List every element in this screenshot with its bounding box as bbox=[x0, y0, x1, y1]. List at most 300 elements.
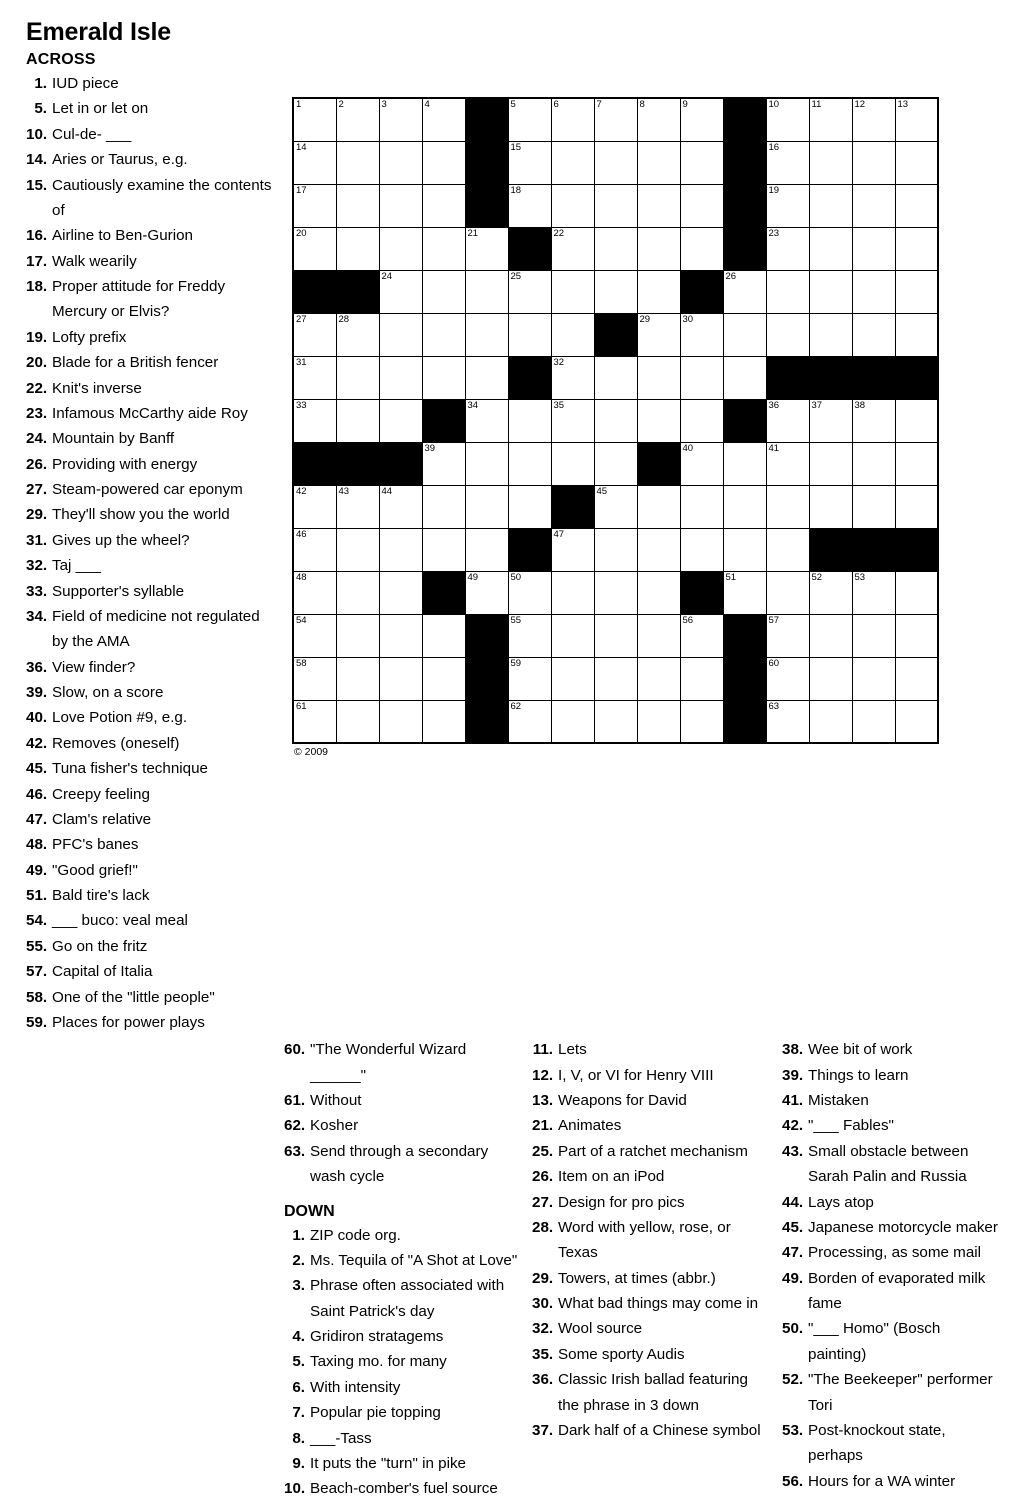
clue-item[interactable] bbox=[26, 705, 276, 730]
grid-cell[interactable] bbox=[809, 270, 852, 313]
grid-cell[interactable] bbox=[594, 270, 637, 313]
grid-cell[interactable] bbox=[852, 657, 895, 700]
clue-item[interactable] bbox=[26, 756, 276, 781]
grid-cell[interactable] bbox=[680, 614, 723, 657]
grid-cell[interactable] bbox=[379, 614, 422, 657]
clue-item[interactable] bbox=[532, 1063, 772, 1088]
grid-cell[interactable] bbox=[293, 571, 336, 614]
clue-text: Creepy feeling bbox=[52, 785, 150, 803]
grid-cell[interactable] bbox=[895, 313, 938, 356]
grid-cell[interactable] bbox=[422, 657, 465, 700]
clue-text: Providing with energy bbox=[52, 455, 198, 473]
grid-cell[interactable] bbox=[551, 356, 594, 399]
clue-item[interactable] bbox=[26, 71, 276, 96]
grid-cell[interactable] bbox=[637, 270, 680, 313]
clue-item[interactable] bbox=[782, 1367, 1002, 1418]
grid-cell[interactable] bbox=[508, 399, 551, 442]
clue-item[interactable] bbox=[26, 274, 276, 325]
grid-cell[interactable] bbox=[422, 184, 465, 227]
grid-cell[interactable] bbox=[422, 98, 465, 141]
grid-cell[interactable] bbox=[766, 657, 809, 700]
grid-cell[interactable] bbox=[422, 700, 465, 743]
grid-cell-number: 25 bbox=[510, 270, 522, 282]
clue-text: Slow, on a score bbox=[52, 684, 164, 701]
grid-cell[interactable] bbox=[637, 98, 680, 141]
grid-cell[interactable] bbox=[809, 614, 852, 657]
clue-item[interactable] bbox=[782, 1418, 1002, 1469]
grid-cell[interactable] bbox=[637, 614, 680, 657]
grid-cell[interactable] bbox=[637, 571, 680, 614]
across-clues-column-1 bbox=[26, 51, 284, 1035]
grid-cell[interactable] bbox=[293, 184, 336, 227]
clue-item[interactable] bbox=[26, 223, 276, 248]
grid-cell[interactable] bbox=[766, 528, 809, 571]
grid-cell[interactable] bbox=[379, 184, 422, 227]
grid-cell[interactable] bbox=[508, 98, 551, 141]
grid-cell[interactable] bbox=[766, 98, 809, 141]
grid-cell-number: 14 bbox=[296, 141, 307, 153]
clue-item[interactable] bbox=[284, 1139, 522, 1190]
grid-cell[interactable] bbox=[809, 657, 852, 700]
grid-cell[interactable] bbox=[336, 98, 379, 141]
clue-item[interactable] bbox=[782, 1240, 1002, 1265]
grid-cell[interactable] bbox=[723, 270, 766, 313]
clue-item[interactable] bbox=[284, 1349, 522, 1374]
grid-cell[interactable] bbox=[895, 98, 938, 141]
grid-cell[interactable] bbox=[336, 399, 379, 442]
grid-cell[interactable] bbox=[809, 227, 852, 270]
grid-cell[interactable] bbox=[809, 700, 852, 743]
grid-cell[interactable] bbox=[379, 141, 422, 184]
clue-item[interactable] bbox=[26, 883, 276, 908]
clue-number: 27. bbox=[532, 1193, 554, 1211]
clue-item[interactable] bbox=[26, 96, 276, 121]
grid-cell[interactable] bbox=[379, 700, 422, 743]
grid-cell[interactable] bbox=[852, 313, 895, 356]
grid-cell[interactable] bbox=[336, 141, 379, 184]
clue-item[interactable] bbox=[26, 832, 276, 857]
grid-cell[interactable] bbox=[852, 700, 895, 743]
grid-cell[interactable] bbox=[551, 571, 594, 614]
grid-cell[interactable] bbox=[551, 141, 594, 184]
grid-cell[interactable] bbox=[852, 399, 895, 442]
grid-cell[interactable] bbox=[895, 657, 938, 700]
grid-cell[interactable] bbox=[680, 485, 723, 528]
grid-cell[interactable] bbox=[551, 528, 594, 571]
grid-cell[interactable] bbox=[680, 657, 723, 700]
clue-item[interactable] bbox=[26, 908, 276, 933]
grid-cell[interactable] bbox=[680, 528, 723, 571]
grid-cell[interactable] bbox=[379, 571, 422, 614]
grid-cell[interactable] bbox=[336, 356, 379, 399]
clue-item[interactable] bbox=[26, 858, 276, 883]
grid-cell[interactable] bbox=[594, 657, 637, 700]
clue-item[interactable] bbox=[782, 1037, 1002, 1062]
grid-cell[interactable] bbox=[551, 227, 594, 270]
grid-cell[interactable] bbox=[637, 700, 680, 743]
clue-item[interactable] bbox=[532, 1291, 772, 1316]
clue-number: 62. bbox=[284, 1117, 306, 1135]
grid-cell[interactable] bbox=[465, 399, 508, 442]
grid-cell[interactable] bbox=[465, 442, 508, 485]
grid-cell[interactable] bbox=[379, 528, 422, 571]
grid-row bbox=[293, 313, 938, 356]
clue-item[interactable] bbox=[782, 1469, 1002, 1494]
grid-cell[interactable] bbox=[293, 485, 336, 528]
grid-cell[interactable] bbox=[293, 657, 336, 700]
grid-cell[interactable] bbox=[379, 270, 422, 313]
clue-item[interactable] bbox=[284, 1273, 522, 1324]
grid-cell[interactable] bbox=[551, 700, 594, 743]
clue-item[interactable] bbox=[26, 655, 276, 680]
clue-item[interactable] bbox=[782, 1190, 1002, 1215]
grid-cell[interactable] bbox=[809, 485, 852, 528]
grid-cell[interactable] bbox=[508, 184, 551, 227]
grid-cell[interactable] bbox=[723, 313, 766, 356]
clue-item[interactable] bbox=[26, 731, 276, 756]
grid-cell[interactable] bbox=[852, 141, 895, 184]
grid-cell[interactable] bbox=[594, 442, 637, 485]
clue-item[interactable] bbox=[26, 350, 276, 375]
clue-item[interactable] bbox=[284, 1451, 522, 1476]
clue-item[interactable] bbox=[284, 1400, 522, 1425]
grid-cell[interactable] bbox=[680, 700, 723, 743]
clue-item[interactable] bbox=[532, 1342, 772, 1367]
clue-item[interactable] bbox=[26, 680, 276, 705]
clue-item[interactable] bbox=[26, 147, 276, 172]
grid-cell[interactable] bbox=[508, 571, 551, 614]
grid-cell[interactable] bbox=[766, 227, 809, 270]
grid-cell[interactable] bbox=[809, 141, 852, 184]
grid-cell[interactable] bbox=[766, 485, 809, 528]
grid-cell[interactable] bbox=[336, 184, 379, 227]
clue-item[interactable] bbox=[782, 1316, 1002, 1367]
clue-item[interactable] bbox=[26, 249, 276, 274]
grid-cell[interactable] bbox=[379, 98, 422, 141]
grid-cell[interactable] bbox=[551, 313, 594, 356]
grid-cell-block bbox=[723, 399, 766, 442]
grid-cell[interactable] bbox=[422, 614, 465, 657]
clue-number: 33. bbox=[26, 582, 48, 600]
clue-item[interactable] bbox=[26, 579, 276, 604]
grid-cell[interactable] bbox=[895, 141, 938, 184]
grid-cell[interactable] bbox=[895, 399, 938, 442]
grid-cell[interactable] bbox=[336, 700, 379, 743]
grid-cell-number: 11 bbox=[811, 99, 822, 110]
grid-cell[interactable] bbox=[422, 227, 465, 270]
grid-cell[interactable] bbox=[852, 571, 895, 614]
clue-item[interactable] bbox=[284, 1037, 522, 1088]
clue-text: Weapons for David bbox=[558, 1092, 687, 1109]
grid-cell[interactable] bbox=[852, 227, 895, 270]
grid-cell[interactable] bbox=[723, 442, 766, 485]
grid-cell[interactable] bbox=[293, 356, 336, 399]
grid-cell[interactable] bbox=[422, 270, 465, 313]
clue-item[interactable] bbox=[532, 1266, 772, 1291]
grid-cell[interactable] bbox=[766, 399, 809, 442]
clue-item[interactable] bbox=[284, 1375, 522, 1400]
clue-number: 31. bbox=[26, 531, 48, 549]
clue-item[interactable] bbox=[26, 1010, 276, 1035]
grid-cell[interactable] bbox=[594, 227, 637, 270]
grid-cell[interactable] bbox=[594, 528, 637, 571]
grid-cell[interactable] bbox=[422, 356, 465, 399]
grid-cell[interactable] bbox=[379, 485, 422, 528]
grid-cell[interactable] bbox=[766, 270, 809, 313]
crossword-grid[interactable] bbox=[292, 97, 939, 744]
grid-cell[interactable] bbox=[379, 356, 422, 399]
grid-cell[interactable] bbox=[508, 700, 551, 743]
grid-cell[interactable] bbox=[594, 141, 637, 184]
grid-cell[interactable] bbox=[422, 313, 465, 356]
grid-cell[interactable] bbox=[551, 399, 594, 442]
grid-cell[interactable] bbox=[551, 184, 594, 227]
clue-item[interactable] bbox=[26, 401, 276, 426]
grid-cell[interactable] bbox=[336, 571, 379, 614]
grid-cell[interactable] bbox=[594, 399, 637, 442]
grid-cell[interactable] bbox=[809, 571, 852, 614]
clue-item[interactable] bbox=[532, 1367, 772, 1418]
clue-item[interactable] bbox=[284, 1426, 522, 1451]
grid-cell[interactable] bbox=[336, 227, 379, 270]
grid-cell[interactable] bbox=[895, 184, 938, 227]
clue-item[interactable] bbox=[26, 528, 276, 553]
clue-item[interactable] bbox=[26, 959, 276, 984]
grid-cell-block bbox=[508, 528, 551, 571]
grid-cell[interactable] bbox=[336, 657, 379, 700]
grid-cell[interactable] bbox=[379, 313, 422, 356]
grid-cell[interactable] bbox=[465, 571, 508, 614]
grid-cell[interactable] bbox=[422, 141, 465, 184]
grid-cell[interactable] bbox=[680, 442, 723, 485]
clue-item[interactable] bbox=[782, 1266, 1002, 1317]
clue-number: 17. bbox=[26, 252, 48, 270]
grid-row bbox=[293, 356, 938, 399]
grid-cell[interactable] bbox=[293, 98, 336, 141]
grid-cell[interactable] bbox=[637, 657, 680, 700]
clue-item[interactable] bbox=[26, 807, 276, 832]
clue-item[interactable] bbox=[26, 934, 276, 959]
grid-cell[interactable] bbox=[852, 270, 895, 313]
grid-cell[interactable] bbox=[637, 184, 680, 227]
grid-cell[interactable] bbox=[680, 184, 723, 227]
grid-cell[interactable] bbox=[293, 313, 336, 356]
grid-cell-block bbox=[809, 528, 852, 571]
clue-item[interactable] bbox=[26, 325, 276, 350]
grid-cell[interactable] bbox=[594, 614, 637, 657]
grid-cell[interactable] bbox=[379, 657, 422, 700]
grid-cell[interactable] bbox=[594, 356, 637, 399]
grid-cell[interactable] bbox=[809, 313, 852, 356]
grid-cell[interactable] bbox=[809, 98, 852, 141]
grid-cell[interactable] bbox=[895, 227, 938, 270]
grid-cell[interactable] bbox=[594, 700, 637, 743]
grid-cell[interactable] bbox=[680, 399, 723, 442]
grid-cell[interactable] bbox=[508, 657, 551, 700]
grid-cell[interactable] bbox=[465, 270, 508, 313]
clue-item[interactable] bbox=[532, 1037, 772, 1062]
clue-item[interactable] bbox=[782, 1063, 1002, 1088]
grid-cell[interactable] bbox=[551, 442, 594, 485]
clue-item[interactable] bbox=[532, 1316, 772, 1341]
grid-cell[interactable] bbox=[465, 528, 508, 571]
clue-item[interactable] bbox=[26, 477, 276, 502]
grid-cell[interactable] bbox=[895, 571, 938, 614]
grid-cell[interactable] bbox=[895, 700, 938, 743]
grid-cell[interactable] bbox=[852, 485, 895, 528]
clue-item[interactable] bbox=[532, 1088, 772, 1113]
grid-cell[interactable] bbox=[508, 270, 551, 313]
grid-row bbox=[293, 442, 938, 485]
grid-cell[interactable] bbox=[766, 442, 809, 485]
clue-item[interactable] bbox=[532, 1215, 772, 1266]
clue-item[interactable] bbox=[26, 985, 276, 1010]
clue-number: 35. bbox=[532, 1345, 554, 1363]
grid-cell[interactable] bbox=[766, 700, 809, 743]
grid-cell[interactable] bbox=[508, 313, 551, 356]
grid-row bbox=[293, 98, 938, 141]
grid-cell[interactable] bbox=[336, 313, 379, 356]
grid-cell[interactable] bbox=[551, 657, 594, 700]
grid-cell[interactable] bbox=[293, 141, 336, 184]
grid-cell[interactable] bbox=[379, 227, 422, 270]
grid-cell[interactable] bbox=[766, 313, 809, 356]
grid-cell[interactable] bbox=[895, 270, 938, 313]
grid-cell[interactable] bbox=[551, 614, 594, 657]
grid-cell[interactable] bbox=[637, 528, 680, 571]
clue-item[interactable] bbox=[284, 1113, 522, 1138]
grid-cell[interactable] bbox=[766, 571, 809, 614]
grid-cell[interactable] bbox=[508, 141, 551, 184]
grid-cell[interactable] bbox=[422, 485, 465, 528]
grid-cell[interactable] bbox=[637, 485, 680, 528]
grid-cell[interactable] bbox=[637, 141, 680, 184]
grid-cell[interactable] bbox=[766, 141, 809, 184]
grid-cell[interactable] bbox=[551, 270, 594, 313]
grid-cell[interactable] bbox=[723, 485, 766, 528]
clue-item[interactable] bbox=[284, 1248, 522, 1273]
grid-cell[interactable] bbox=[336, 528, 379, 571]
grid-cell[interactable] bbox=[895, 485, 938, 528]
grid-cell[interactable] bbox=[766, 614, 809, 657]
grid-cell[interactable] bbox=[508, 442, 551, 485]
grid-cell[interactable] bbox=[594, 98, 637, 141]
grid-cell[interactable] bbox=[336, 485, 379, 528]
grid-cell[interactable] bbox=[723, 356, 766, 399]
clue-item[interactable] bbox=[782, 1113, 1002, 1138]
clue-item[interactable] bbox=[284, 1088, 522, 1113]
clue-item[interactable] bbox=[26, 122, 276, 147]
clue-item[interactable] bbox=[782, 1139, 1002, 1190]
grid-cell[interactable] bbox=[637, 399, 680, 442]
grid-cell[interactable] bbox=[723, 571, 766, 614]
grid-cell[interactable] bbox=[637, 313, 680, 356]
grid-cell[interactable] bbox=[766, 184, 809, 227]
grid-cell[interactable] bbox=[465, 313, 508, 356]
clue-text: Towers, at times (abbr.) bbox=[558, 1269, 716, 1287]
clue-text: Processing, as some mail bbox=[808, 1244, 982, 1262]
clue-item[interactable] bbox=[532, 1418, 772, 1443]
clue-text: I, V, or VI for Henry VIII bbox=[558, 1066, 714, 1084]
grid-cell[interactable] bbox=[508, 485, 551, 528]
grid-cell[interactable] bbox=[680, 356, 723, 399]
grid-cell[interactable] bbox=[465, 356, 508, 399]
grid-cell[interactable] bbox=[465, 485, 508, 528]
clue-item[interactable] bbox=[26, 782, 276, 807]
clue-item[interactable] bbox=[284, 1324, 522, 1349]
grid-cell[interactable] bbox=[422, 442, 465, 485]
clue-item[interactable] bbox=[284, 1476, 522, 1501]
clue-item[interactable] bbox=[26, 604, 276, 655]
clue-text: "The Beekeeper" performer Tori bbox=[808, 1371, 993, 1414]
grid-cell[interactable] bbox=[680, 313, 723, 356]
grid-cell[interactable] bbox=[551, 98, 594, 141]
grid-cell-number: 42 bbox=[296, 485, 307, 497]
grid-cell[interactable] bbox=[594, 571, 637, 614]
clue-text: IUD piece bbox=[52, 75, 119, 92]
grid-cell[interactable] bbox=[809, 442, 852, 485]
grid-cell[interactable] bbox=[508, 614, 551, 657]
clue-item[interactable] bbox=[26, 452, 276, 477]
grid-cell[interactable] bbox=[637, 227, 680, 270]
grid-cell[interactable] bbox=[852, 184, 895, 227]
clue-item[interactable] bbox=[26, 376, 276, 401]
clue-number: 52. bbox=[782, 1371, 804, 1389]
grid-cell[interactable] bbox=[594, 184, 637, 227]
grid-cell[interactable] bbox=[422, 528, 465, 571]
clue-item[interactable] bbox=[26, 553, 276, 578]
grid-cell[interactable] bbox=[809, 399, 852, 442]
grid-cell[interactable] bbox=[809, 184, 852, 227]
clue-item[interactable] bbox=[532, 1139, 772, 1164]
grid-cell[interactable] bbox=[293, 700, 336, 743]
clue-text: Word with yellow, rose, or Texas bbox=[558, 1218, 731, 1262]
clue-item[interactable] bbox=[26, 502, 276, 527]
grid-cell[interactable] bbox=[594, 485, 637, 528]
clue-item[interactable] bbox=[782, 1088, 1002, 1113]
clue-item[interactable] bbox=[26, 426, 276, 451]
grid-cell[interactable] bbox=[293, 399, 336, 442]
grid-cell[interactable] bbox=[293, 614, 336, 657]
grid-cell[interactable] bbox=[293, 227, 336, 270]
grid-cell-block bbox=[852, 356, 895, 399]
grid-cell[interactable] bbox=[723, 528, 766, 571]
clue-item[interactable] bbox=[532, 1190, 772, 1215]
grid-cell[interactable] bbox=[293, 528, 336, 571]
grid-cell[interactable] bbox=[336, 614, 379, 657]
grid-cell[interactable] bbox=[852, 614, 895, 657]
grid-row bbox=[293, 485, 938, 528]
grid-cell[interactable] bbox=[895, 442, 938, 485]
clue-item[interactable] bbox=[532, 1113, 772, 1138]
grid-cell[interactable] bbox=[852, 442, 895, 485]
grid-cell-number: 36 bbox=[768, 399, 780, 411]
grid-cell[interactable] bbox=[680, 227, 723, 270]
clue-item[interactable] bbox=[782, 1215, 1002, 1240]
clue-text: Aries or Taurus, e.g. bbox=[52, 151, 188, 169]
clue-item[interactable] bbox=[26, 173, 276, 224]
clue-item[interactable] bbox=[532, 1164, 772, 1189]
grid-cell[interactable] bbox=[680, 98, 723, 141]
clue-item[interactable] bbox=[284, 1223, 522, 1248]
grid-cell[interactable] bbox=[379, 399, 422, 442]
grid-cell[interactable] bbox=[465, 227, 508, 270]
grid-cell[interactable] bbox=[895, 614, 938, 657]
grid-cell[interactable] bbox=[680, 141, 723, 184]
grid-cell[interactable] bbox=[637, 356, 680, 399]
grid-cell[interactable] bbox=[852, 98, 895, 141]
clue-number: 7. bbox=[292, 1404, 305, 1422]
